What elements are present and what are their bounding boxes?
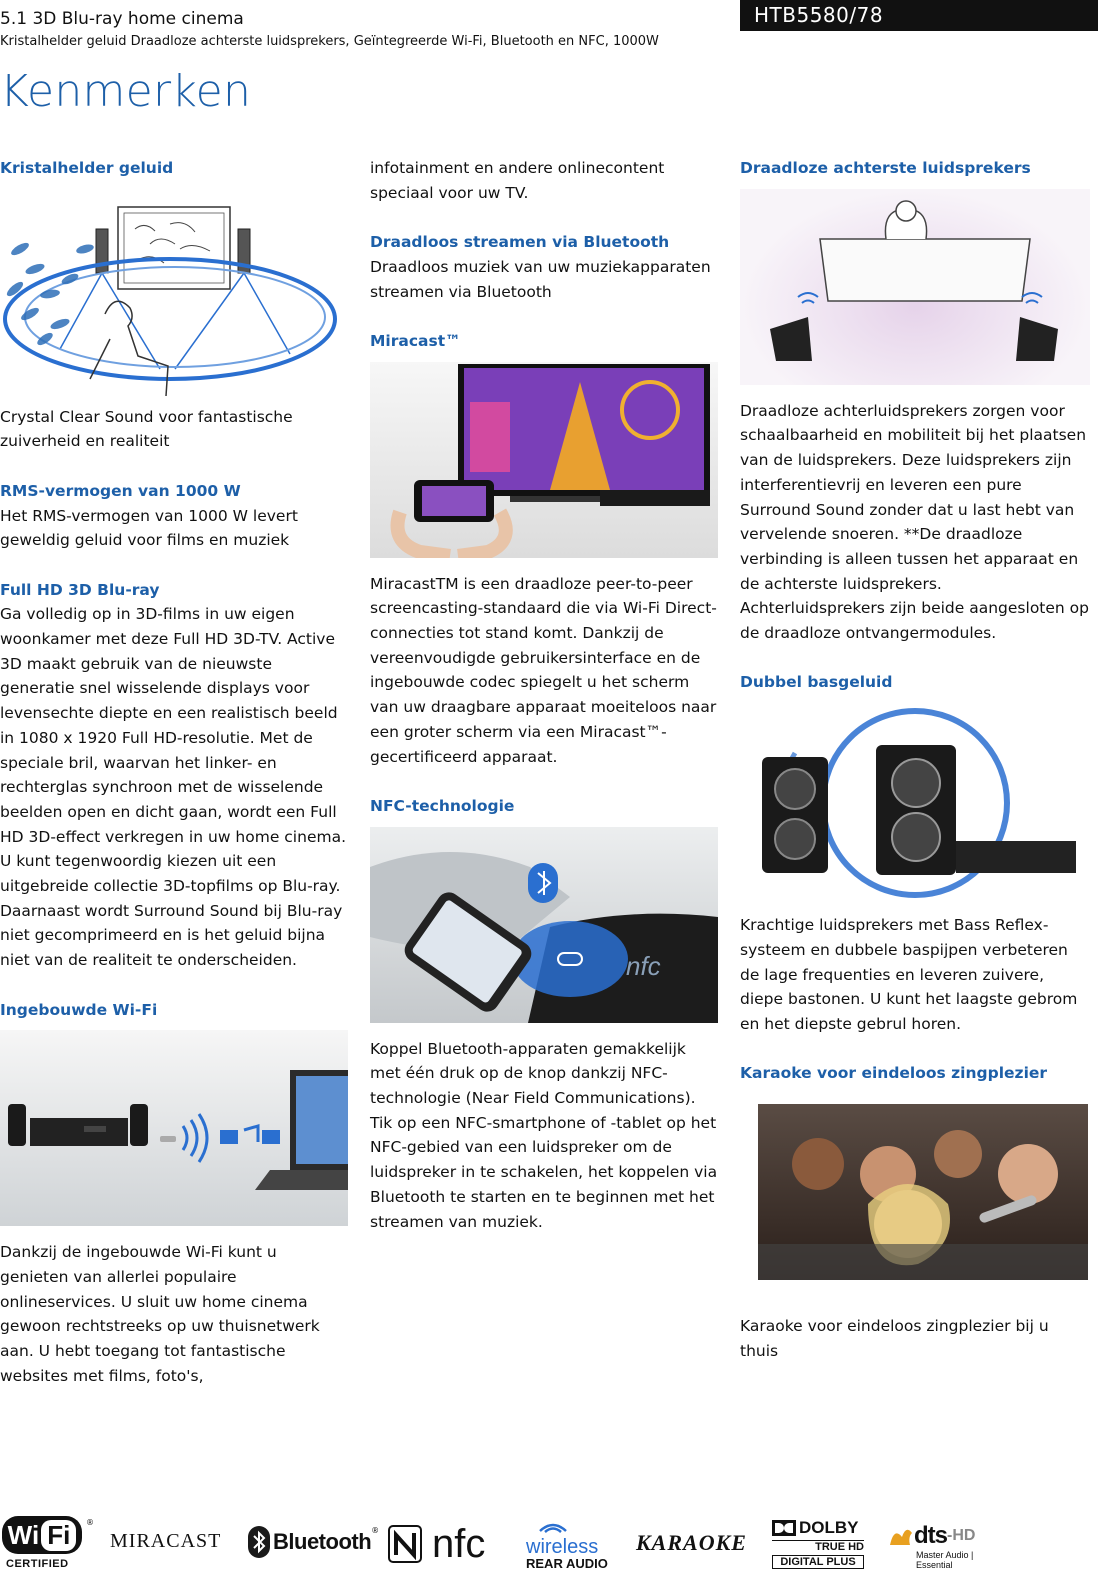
miracast-logo: MIRACAST [110, 1530, 222, 1552]
feature-heading-rms: RMS-vermogen van 1000 W [0, 481, 241, 500]
feature-body-fullhd: Ga volledig op in 3D-films in uw eigen woonkamer met deze Full HD 3D-TV. Active 3D maakt gebruik van de nieuwste generatie snel wisselende displays voor levensechte diepte en een realistisch beeld in 1080 x 1920 Full HD-resolutie. Met de speciale bril, waarvan het linker- en rechterglas synchroon met de wisselende beelden open en dicht gaan, wordt een Full HD 3D-effect verkregen in uw home cinema. U kunt tegenwoordig kiezen uit een uitgebreide collectie 3D-topfilms op Blu-ray. Daarnaast wordt Surround Sound bij Blu-ray niet gecomprimeerd en is het geluid bijna niet van de realiteit te onderscheiden. [0, 605, 347, 970]
karaoke-logo: KARAOKE [636, 1530, 747, 1555]
feature-heading-bluetooth: Draadloos streamen via Bluetooth [370, 233, 670, 252]
feature-body-rms: Het RMS-vermogen van 1000 W levert geweldig geluid voor films en muziek [0, 506, 298, 550]
bluetooth-logo [248, 1526, 379, 1558]
wifi-certified-logo [2, 1516, 94, 1580]
feature-body-miracast: MiracastTM is een draadloze peer-to-peer screencasting-standaard die via Wi-Fi Direct-connecties tot stand komt. Dankzij de vereenvoudigde gebruikersinterface en de ingebouwde codec spiegelt u het scherm van uw draagbare apparaat moeiteloos naar een groter scherm via een Miracast™-gecertificeerd apparaat. [370, 574, 717, 766]
feature-heading-crystal: Kristalhelder geluid [0, 159, 174, 177]
nfc-logo [388, 1524, 485, 1564]
feature-body-karaoke: Karaoke voor eindeloos zingplezier bij u thuis [740, 1317, 1049, 1360]
column-2 [370, 156, 720, 1234]
feature-heading-miracast: Miracast™ [370, 331, 461, 350]
nfc-illustration [370, 827, 718, 1023]
bluetooth-wordmark: Bluetooth [273, 1529, 372, 1554]
product-title: 5.1 3D Blu-ray home cinema [0, 9, 244, 29]
wireless-text: wireless [526, 1536, 599, 1558]
dolby-logo [772, 1518, 864, 1569]
feature-heading-fullhd: Full HD 3D Blu-ray [0, 580, 160, 599]
feature-body-wifi-continued: infotainment en andere onlinecontent speciaal voor uw TV. [370, 159, 665, 202]
wifi-logo-wi: Wi [7, 1519, 40, 1550]
feature-body-nfc: Koppel Bluetooth-apparaten gemakkelijk met één druk op de knop dankzij NFC-technologie (Near Field Communications). Tik op een NFC-smartphone of -tablet op het NFC-gebied van een luidspreker om de luidspreker in te schakelen, het koppelen via Bluetooth te starten en te beginnen met het streamen van muziek. [370, 1039, 718, 1231]
dts-wordmark: dts [914, 1522, 947, 1549]
miracast-illustration [370, 362, 718, 558]
feature-body-bass: Krachtige luidsprekers met Bass Reflex-systeem en dubbele baspijpen verbeteren de lage frequenties en leveren zuivere, diepe bastonen. U kunt het laagste gebrom en het diepste gebrul horen. [740, 916, 1078, 1033]
feature-heading-bass: Dubbel basgeluid [740, 673, 893, 692]
wireless-waves-icon [536, 1519, 570, 1533]
wifi-illustration [0, 1030, 348, 1226]
column-1 [0, 156, 350, 1388]
feature-heading-wifi: Ingebouwde Wi-Fi [0, 1000, 158, 1019]
n-mark-icon [388, 1525, 422, 1563]
wireless-rear-audio-logo [526, 1518, 622, 1571]
dts-hd-text: -HD [947, 1527, 976, 1544]
bluetooth-registered-mark: ® [371, 1526, 380, 1535]
nfc-image-label: nfc [626, 950, 661, 981]
truehd-text: TRUE HD [772, 1540, 864, 1553]
wireless-rear-illustration [740, 189, 1090, 385]
feature-heading-wireless-rear: Draadloze achterste luidsprekers [740, 159, 1031, 177]
rear-audio-text: REAR AUDIO [526, 1556, 608, 1571]
wifi-certified-text: CERTIFIED [6, 1558, 69, 1570]
crystal-sound-illustration [0, 189, 350, 399]
dolby-wordmark: DOLBY [799, 1518, 859, 1537]
digital-plus-text: DIGITAL PLUS [772, 1555, 864, 1569]
feature-body-wireless-rear: Draadloze achterluidsprekers zorgen voor schaalbaarheid en mobiliteit bij het plaatsen van de luidsprekers. Deze luidsprekers zijn interferentievrij en leveren een pure Surround Sound zonder dat u last hebt van vervelende snoeren. **De draadloze verbinding is alleen tussen het apparaat en de achterste luidsprekers. Achterluidsprekers zijn beide aangesloten op de draadloze ontvangermodules. [740, 401, 1089, 643]
logo-strip [0, 1512, 1098, 1583]
feature-body-bluetooth: Draadloos muziek van uw muziekapparaten streamen via Bluetooth [370, 257, 711, 301]
nfc-wordmark: nfc [432, 1522, 486, 1566]
product-subtitle: Kristalhelder geluid Draadloze achterste luidsprekers, Geïntegreerde Wi-Fi, Bluetooth en NFC, 1000W [0, 34, 659, 49]
wifi-registered-mark: ® [86, 1518, 94, 1527]
section-title: Kenmerken [0, 66, 252, 117]
dts-hd-logo [888, 1522, 1000, 1570]
feature-body-wifi: Dankzij de ingebouwde Wi-Fi kunt u genieten van allerlei populaire onlineservices. U sluit uw home cinema gewoon rechtstreeks op uw thuisnetwerk aan. U hebt toegang tot fantastische websites met films, foto's, [0, 1243, 320, 1385]
feature-body-crystal: Crystal Clear Sound voor fantastische zuiverheid en realiteit [0, 407, 293, 451]
bluetooth-icon [248, 1526, 270, 1558]
column-3 [740, 156, 1090, 1363]
dts-flame-icon [888, 1525, 914, 1547]
feature-heading-nfc: NFC-technologie [370, 796, 515, 815]
bass-illustration [740, 703, 1090, 899]
wifi-logo-fi: Fi [41, 1520, 76, 1551]
feature-heading-karaoke: Karaoke voor eindeloos zingplezier [740, 1064, 1048, 1083]
double-d-icon [772, 1520, 796, 1536]
karaoke-photo [758, 1104, 1088, 1280]
dts-master-audio-text: Master Audio | Essential [916, 1550, 974, 1570]
model-badge: HTB5580/78 [740, 0, 1098, 31]
